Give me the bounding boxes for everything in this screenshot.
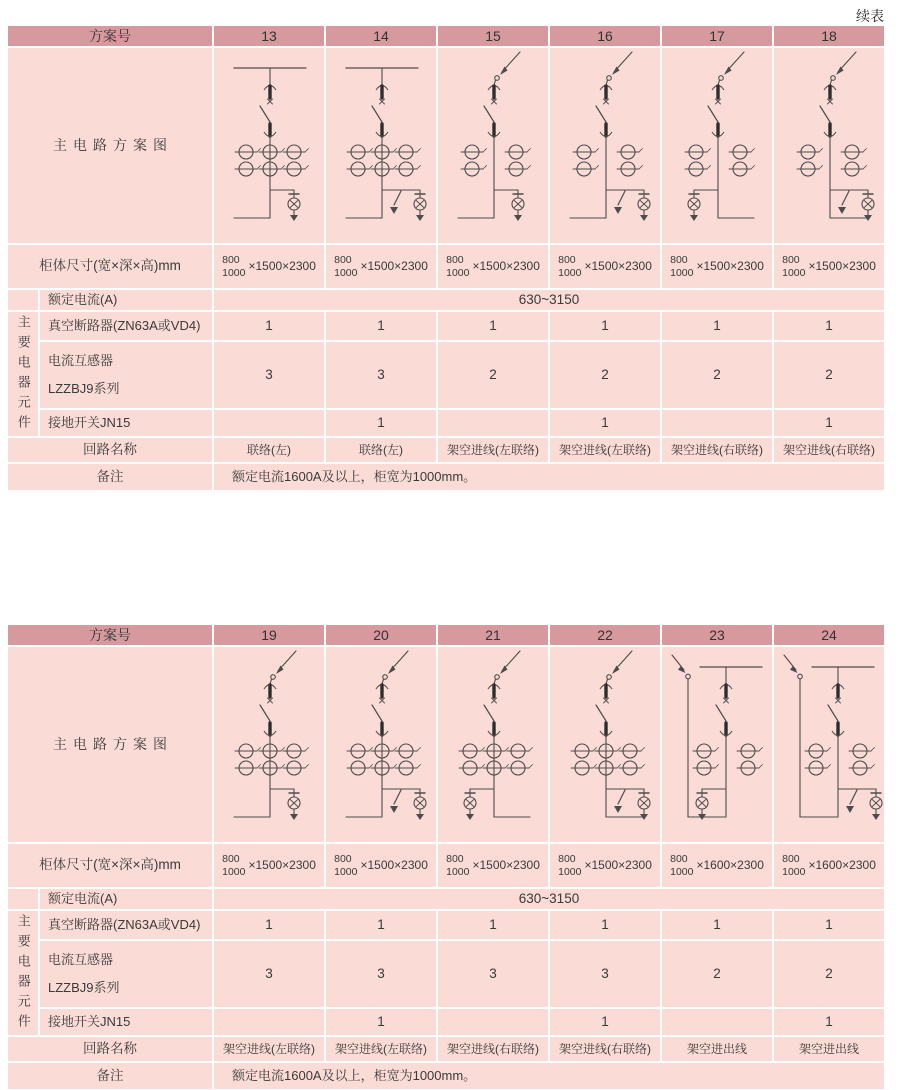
width-1000: 1000 (222, 865, 246, 878)
spacer-cell (8, 290, 38, 310)
earthing-switch-count-15 (438, 410, 548, 436)
main-circuit-diagram-label: 主电路方案图 (8, 647, 212, 842)
breaker-count-16: 1 (550, 312, 660, 340)
rated-current-label: 额定电流(A) (40, 290, 212, 310)
width-1000: 1000 (558, 865, 582, 878)
circuit-diagram-svg (550, 647, 660, 842)
scheme-number-24: 24 (774, 625, 884, 645)
spacer-cell (8, 889, 38, 909)
remark-label: 备注 (8, 464, 212, 490)
ct-count-15: 2 (438, 342, 548, 408)
width-800: 800 (558, 254, 576, 267)
scheme-18-diagram (774, 48, 884, 243)
ct-count-19: 3 (214, 941, 324, 1007)
cabinet-dimensions-label: 柜体尺寸(宽×深×高)mm (8, 245, 212, 288)
earthing-switch-count-17 (662, 410, 772, 436)
component-group-label: 主要电器元件 (8, 312, 38, 436)
earthing-switch-count-16: 1 (550, 410, 660, 436)
width-800: 800 (670, 254, 688, 267)
circuit-name-19: 架空进线(左联络) (214, 1037, 324, 1061)
circuit-diagram-svg (774, 48, 884, 243)
width-options (558, 853, 581, 877)
circuit-name-22: 架空进线(右联络) (550, 1037, 660, 1061)
breaker-count-15: 1 (438, 312, 548, 340)
width-1000: 1000 (334, 266, 358, 279)
width-800: 800 (782, 853, 800, 866)
dimension-cell-13 (214, 245, 324, 288)
depth-height: ×1500×2300 (808, 259, 876, 274)
width-1000: 1000 (558, 266, 582, 279)
circuit-name-13: 联络(左) (214, 438, 324, 462)
depth-height: ×1500×2300 (696, 259, 764, 274)
scheme-number-22: 22 (550, 625, 660, 645)
scheme-19-diagram (214, 647, 324, 842)
ct-count-17: 2 (662, 342, 772, 408)
dimension-cell-15 (438, 245, 548, 288)
circuit-name-label: 回路名称 (8, 438, 212, 462)
circuit-diagram-svg (438, 647, 548, 842)
scheme-number-18: 18 (774, 26, 884, 46)
dimension-cell-18 (774, 245, 884, 288)
scheme-table-13-18 (8, 26, 884, 490)
ct-label-line1: 电流互感器 (48, 353, 114, 369)
circuit-diagram-svg (662, 48, 772, 243)
scheme-21-diagram (438, 647, 548, 842)
circuit-diagram-svg (550, 48, 660, 243)
circuit-diagram-svg (326, 647, 436, 842)
dimension-cell-22 (550, 844, 660, 887)
scheme-number-19: 19 (214, 625, 324, 645)
circuit-name-15: 架空进线(左联络) (438, 438, 548, 462)
width-options (446, 853, 469, 877)
depth-height: ×1500×2300 (248, 858, 316, 873)
remark-value: 额定电流1600A及以上，柜宽为1000mm。 (214, 464, 884, 490)
circuit-diagram-svg (774, 647, 884, 842)
earthing-switch-label: 接地开关JN15 (40, 1009, 212, 1035)
width-1000: 1000 (446, 865, 470, 878)
circuit-name-label: 回路名称 (8, 1037, 212, 1061)
circuit-name-20: 架空进线(左联络) (326, 1037, 436, 1061)
vacuum-breaker-label: 真空断路器(ZN63A或VD4) (40, 911, 212, 939)
earthing-switch-count-21 (438, 1009, 548, 1035)
circuit-diagram-svg (326, 48, 436, 243)
scheme-17-diagram (662, 48, 772, 243)
breaker-count-14: 1 (326, 312, 436, 340)
width-options (558, 254, 581, 278)
scheme-number-13: 13 (214, 26, 324, 46)
scheme-24-diagram (774, 647, 884, 842)
circuit-name-17: 架空进线(右联络) (662, 438, 772, 462)
rated-current-value: 630~3150 (214, 290, 884, 310)
ct-label-line2: LZZBJ9系列 (48, 980, 120, 995)
scheme-22-diagram (550, 647, 660, 842)
width-options (334, 853, 357, 877)
breaker-count-23: 1 (662, 911, 772, 939)
scheme-header-label: 方案号 (8, 625, 212, 645)
scheme-16-diagram (550, 48, 660, 243)
width-1000: 1000 (670, 865, 694, 878)
depth-height: ×1500×2300 (472, 259, 540, 274)
ct-count-13: 3 (214, 342, 324, 408)
vacuum-breaker-label: 真空断路器(ZN63A或VD4) (40, 312, 212, 340)
width-1000: 1000 (222, 266, 246, 279)
depth-height: ×1500×2300 (584, 858, 652, 873)
width-options (782, 254, 805, 278)
remark-label: 备注 (8, 1063, 212, 1089)
rated-current-value: 630~3150 (214, 889, 884, 909)
dimension-cell-16 (550, 245, 660, 288)
width-options (782, 853, 805, 877)
earthing-switch-count-14: 1 (326, 410, 436, 436)
depth-height: ×1500×2300 (360, 259, 428, 274)
width-1000: 1000 (782, 865, 806, 878)
earthing-switch-count-20: 1 (326, 1009, 436, 1035)
scheme-number-20: 20 (326, 625, 436, 645)
dimension-cell-23 (662, 844, 772, 887)
width-800: 800 (334, 853, 352, 866)
circuit-name-23: 架空进出线 (662, 1037, 772, 1061)
ct-count-23: 2 (662, 941, 772, 1007)
dimension-cell-20 (326, 844, 436, 887)
circuit-name-14: 联络(左) (326, 438, 436, 462)
width-options (334, 254, 357, 278)
width-1000: 1000 (334, 865, 358, 878)
current-transformer-label (40, 342, 212, 408)
circuit-name-21: 架空进线(右联络) (438, 1037, 548, 1061)
rated-current-label: 额定电流(A) (40, 889, 212, 909)
continued-table-label: 续表 (856, 8, 884, 24)
component-group-label: 主要电器元件 (8, 911, 38, 1035)
cabinet-dimensions-label: 柜体尺寸(宽×深×高)mm (8, 844, 212, 887)
earthing-switch-count-22: 1 (550, 1009, 660, 1035)
depth-height: ×1500×2300 (472, 858, 540, 873)
width-800: 800 (446, 853, 464, 866)
width-800: 800 (670, 853, 688, 866)
ct-count-24: 2 (774, 941, 884, 1007)
circuit-diagram-svg (438, 48, 548, 243)
width-800: 800 (782, 254, 800, 267)
width-options (222, 254, 245, 278)
width-options (670, 254, 693, 278)
depth-height: ×1500×2300 (360, 858, 428, 873)
depth-height: ×1500×2300 (248, 259, 316, 274)
scheme-number-17: 17 (662, 26, 772, 46)
breaker-count-19: 1 (214, 911, 324, 939)
ct-count-20: 3 (326, 941, 436, 1007)
ct-label-line1: 电流互感器 (48, 952, 114, 968)
ct-count-18: 2 (774, 342, 884, 408)
dimension-cell-17 (662, 245, 772, 288)
circuit-diagram-svg (214, 647, 324, 842)
scheme-14-diagram (326, 48, 436, 243)
ct-count-14: 3 (326, 342, 436, 408)
scheme-number-23: 23 (662, 625, 772, 645)
breaker-count-22: 1 (550, 911, 660, 939)
dimension-cell-21 (438, 844, 548, 887)
ct-label-line2: LZZBJ9系列 (48, 381, 120, 396)
depth-height: ×1600×2300 (696, 858, 764, 873)
width-1000: 1000 (782, 266, 806, 279)
scheme-number-16: 16 (550, 26, 660, 46)
circuit-name-24: 架空进出线 (774, 1037, 884, 1061)
breaker-count-18: 1 (774, 312, 884, 340)
earthing-switch-count-24: 1 (774, 1009, 884, 1035)
earthing-switch-count-19 (214, 1009, 324, 1035)
depth-height: ×1600×2300 (808, 858, 876, 873)
scheme-header-label: 方案号 (8, 26, 212, 46)
dimension-cell-19 (214, 844, 324, 887)
circuit-diagram-svg (214, 48, 324, 243)
remark-value: 额定电流1600A及以上，柜宽为1000mm。 (214, 1063, 884, 1089)
width-800: 800 (446, 254, 464, 267)
breaker-count-13: 1 (214, 312, 324, 340)
scheme-number-15: 15 (438, 26, 548, 46)
depth-height: ×1500×2300 (584, 259, 652, 274)
breaker-count-17: 1 (662, 312, 772, 340)
width-options (446, 254, 469, 278)
circuit-diagram-svg (662, 647, 772, 842)
width-options (222, 853, 245, 877)
ct-count-16: 2 (550, 342, 660, 408)
circuit-name-16: 架空进线(左联络) (550, 438, 660, 462)
breaker-count-24: 1 (774, 911, 884, 939)
scheme-13-diagram (214, 48, 324, 243)
current-transformer-label (40, 941, 212, 1007)
width-1000: 1000 (670, 266, 694, 279)
width-options (670, 853, 693, 877)
earthing-switch-count-23 (662, 1009, 772, 1035)
width-800: 800 (222, 254, 240, 267)
ct-count-21: 3 (438, 941, 548, 1007)
dimension-cell-14 (326, 245, 436, 288)
breaker-count-20: 1 (326, 911, 436, 939)
dimension-cell-24 (774, 844, 884, 887)
breaker-count-21: 1 (438, 911, 548, 939)
scheme-15-diagram (438, 48, 548, 243)
width-800: 800 (222, 853, 240, 866)
earthing-switch-count-18: 1 (774, 410, 884, 436)
circuit-name-18: 架空进线(右联络) (774, 438, 884, 462)
scheme-table-19-24 (8, 625, 884, 1089)
earthing-switch-label: 接地开关JN15 (40, 410, 212, 436)
earthing-switch-count-13 (214, 410, 324, 436)
scheme-20-diagram (326, 647, 436, 842)
scheme-23-diagram (662, 647, 772, 842)
width-800: 800 (334, 254, 352, 267)
main-circuit-diagram-label: 主电路方案图 (8, 48, 212, 243)
scheme-number-14: 14 (326, 26, 436, 46)
width-800: 800 (558, 853, 576, 866)
ct-count-22: 3 (550, 941, 660, 1007)
width-1000: 1000 (446, 266, 470, 279)
scheme-number-21: 21 (438, 625, 548, 645)
